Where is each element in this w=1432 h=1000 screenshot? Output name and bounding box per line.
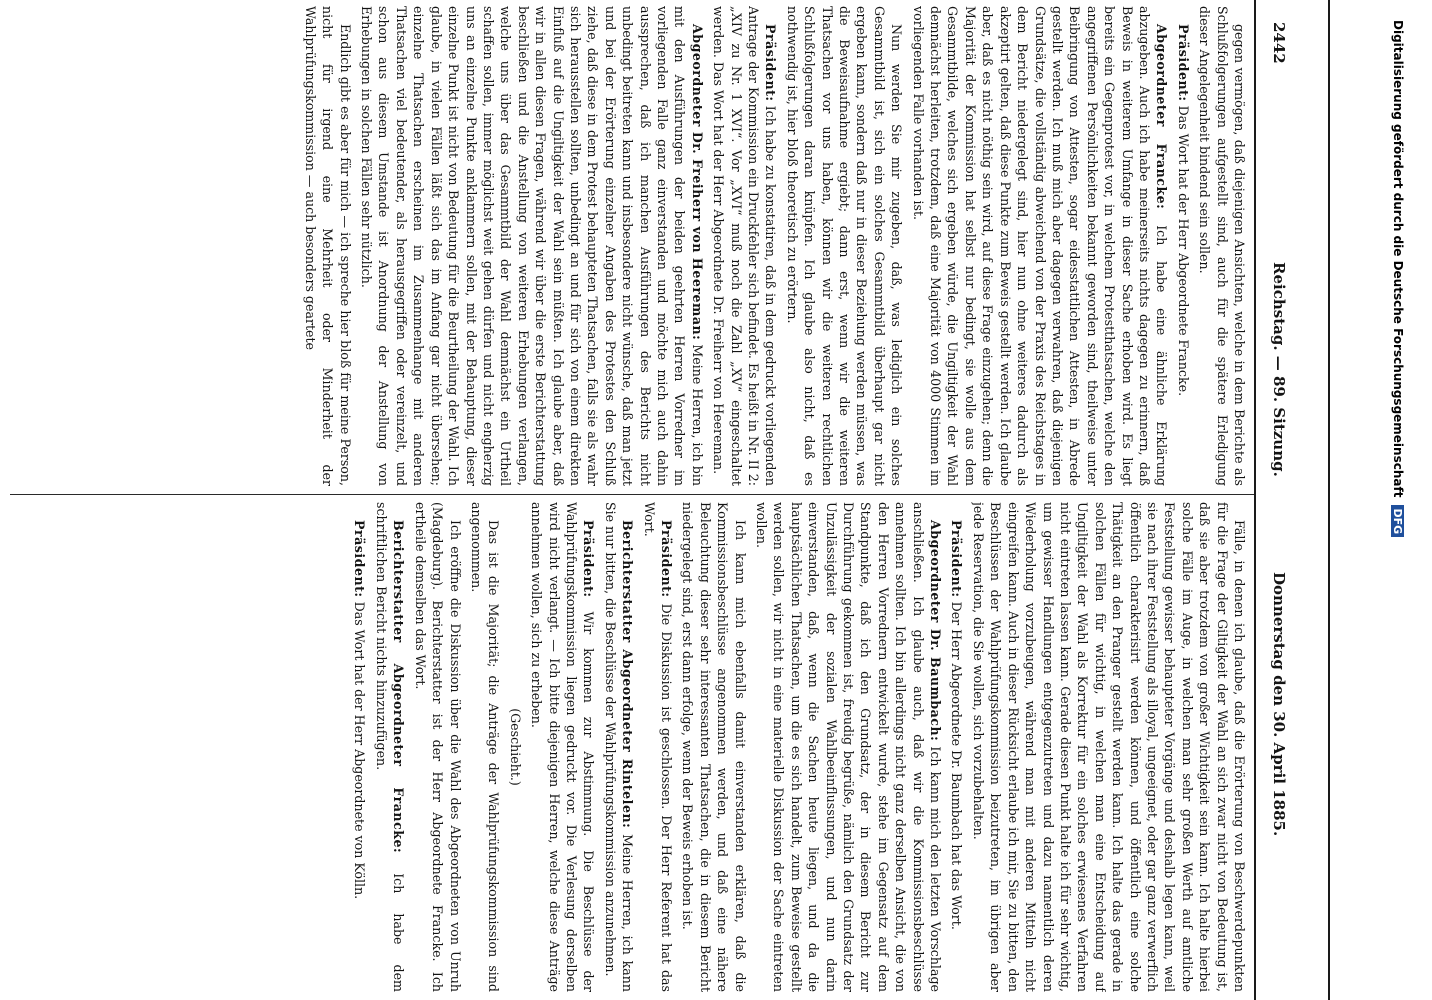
- paragraph: [783, 6, 905, 486]
- speaker-name: Berichterstatter Abgeordneter Rintelen:: [620, 520, 636, 829]
- speaker-name: Berichterstatter Abgeordneter Francke:: [391, 520, 407, 854]
- speaker-name: Präsident:: [659, 520, 674, 598]
- dfg-logo: DFG: [1391, 505, 1404, 537]
- page-number: 2442: [1270, 22, 1288, 64]
- paragraph-text: Nun werden Sie mir zugeben, daß, was lediglich ein solches Gesammtbild ist, sich ein solches Gesammtbild überhaupt gar nicht ergeben kann, sondern daß nur in dieser Beziehung werden müssen, was die Beweisaufnahme ergiebt; dann erst, wenn wir die weiteren Thatsachen vor uns haben, können wir die weiteren rechtlichen Schlußfolgerungen daran knüpfen. Ich glaube also nicht, daß es nothwendig ist, hier bloß theoretisch zu erörtern.: [784, 6, 905, 486]
- paragraph: [301, 6, 353, 486]
- paragraph-text: Ich habe zu konstatiren, daß in dem gedruckt vorliegenden Antrage der Kommission ein Druckfehler sich befindet. Es heißt in Nr. II 2: „XIV zu Nr. 1 XVI“. Vor „XVI“ muß noch die Zahl „XV“ eingeschaltet werden. Das Wort hat der Herr Abgeordnete Dr. Freiherr von Heereman.: [711, 6, 779, 486]
- paragraph-text: Die Diskussion ist geschlossen. Der Herr Referent hat das Wort.: [641, 502, 674, 992]
- paragraph: [679, 502, 749, 992]
- session-date: Donnerstag den 30. April 1885.: [1270, 572, 1288, 837]
- paragraph: [468, 502, 503, 992]
- paragraph-text: Das ist die Majorität; die Anträge der Wahlprüfungskommission sind angenommen.: [468, 502, 502, 992]
- paragraph-text: Wir kommen zur Abstimmung. Die Beschlüsse der Wahlprüfungskommission liegen gedruckt vor. Die Verlesung derselben wird nicht verlangt. — Ich bitte diejenigen Herren, welche diese Anträge annehmen wollen, sich zu erheben.: [529, 502, 597, 992]
- speaker-name: Präsident:: [352, 520, 368, 598]
- paragraph-text: Ich eröffne die Diskussion über die Wahl des Abgeordneten von Unruh (Magdeburg). Berichterstatter ist der Herr Abgeordnete Francke. Ich ertheile demselben das Wort.: [412, 502, 463, 992]
- paragraph-text: Ich kann mich den letzten Vorschlage anschließen. Ich glaube auch, daß wir die Kommissionsbeschlüsse annehmen sollten. Ich bin allerdings nicht ganz derselben Ansicht, die von den Herren Vorrednern entwickelt wurde, stehe im Gegensatz auf dem Standpunkte, daß ich den Grundsatz, der in diesem Bericht zur Durchführung gekommen ist, freudig begrüße, nämlich den Grundsatz der Unzulässigkeit der sozialen Wahlbeeinflussungen, und nun darin einverstanden, daß, wenn die Sachen heute liegen, und da die hauptsächlichen Thatsachen, um die es sich handelt, zum Beweise gestellt werden sollen, wir nicht in eine materielle Diskussion der Sache eintreten wollen.: [754, 502, 944, 992]
- scan-edge-line: [1328, 0, 1330, 1000]
- session-title: Reichstag. — 89. Sitzung.: [1270, 262, 1288, 477]
- paragraph-text: Endlich gibt es aber für mich — ich spreche hier bloß für meine Person, nicht für irgend eine Mehrheit oder Minderheit der Wahlprüfungskommission — auch besonders geartete: [302, 6, 353, 486]
- paragraph: [1196, 6, 1248, 486]
- speaker-name: Präsident:: [1175, 24, 1191, 102]
- paragraph-text: gegen vermögen, daß diejenigen Ansichten, welche in dem Berichte als Schlußfolgerungen aufgestellt sind, auch für die spätere Erledigung dieser Angelegenheit bindend sein sollen.: [1197, 6, 1247, 486]
- paragraph-text: Der Herr Abgeordnete Dr. Baumbach hat das Wort.: [949, 601, 965, 930]
- digitization-notice: [1387, 20, 1405, 980]
- paragraph: [601, 502, 636, 992]
- paragraph-text: Fälle, in denen ich glaube, daß die Erörterung von Beschwerdepunkten für die Frage der Giltigkeit der Wahl an sich zwar nicht von Bedeutung ist, daß sie aber trotzdem von großer Wichtigkeit sein kann. Ich halte hierbei solche Fälle im Auge, in welchen man sehr großen Werth auf amtliche Feststellung gewisser behaupteter Vorgänge und deshalb legen kann, weil sie nach ihrer Feststellung als illoyal, ungeeignet, oder gar ganz verwerflich öffentlich charakterisirt werden können, und öffentlich eine solche Thätigkeit an den Pranger gestellt werden kann. Ich halte das gerade in solchen Fällen für wichtig, in welchen man eine Entscheidung auf Ungiltigkeit der Wahl als Korrektur für ein solches erwiesenes Verfahren nicht eintreten lassen kann. Gerade diesen Punkt halte ich für sehr wichtig, um gewisser Handlungen entgegenzutreten und dazu namentlich deren Wiederholung vorzubeugen, während man mit anderen Mitteln nicht eingreifen kann. Auch in dieser Rücksicht erlaube ich mir, Sie zu bitten, den Beschlüssen der Wahlprüfungskommission beizutreten, im übrigen aber jede Reservation, die Sie wollen, sich vorzubehalten.: [970, 502, 1247, 992]
- paragraph: [909, 6, 1170, 486]
- paragraph: [358, 6, 706, 486]
- speaker-name: Präsident:: [763, 24, 779, 102]
- paragraph: [506, 502, 523, 992]
- left-column: [13, 6, 1248, 486]
- paragraph-text: Ich kann mich ebenfalls damit einverstanden erklären, daß die Kommissionsbeschlüsse angenommen werden, und daß eine nähere Beleuchtung dieser sehr interessanten Thatsachen, die in diesem Bericht niedergelegt sind, erst dann erfolge, wenn der Beweis erhoben ist.: [680, 502, 748, 992]
- paragraph: [411, 502, 463, 992]
- running-head: [1254, 0, 1300, 1000]
- paragraph: [351, 502, 368, 992]
- speaker-name: Abgeordneter Francke:: [1154, 24, 1170, 210]
- paragraph: [528, 502, 598, 992]
- speaker-name: Präsident:: [581, 520, 597, 598]
- paragraph: [753, 502, 944, 992]
- column-divider: [10, 494, 1254, 495]
- speaker-name: Abgeordneter Dr. Baumbach:: [928, 520, 944, 742]
- speaker-name: Präsident:: [949, 520, 965, 598]
- paragraph: [373, 502, 408, 992]
- paragraph-text: Meine Herren, ich bin mit den Ausführungen der beiden geehrten Herren Vorredner im vorliegenden Falle ganz einverstanden und möchte mich auch dahin aussprechen, daß ich manchen Ausführungen des Berichts nicht unbedingt beitreten kann und insbesondere nicht wünsche, daß man jetzt und bei der Erörterung einzelner Angaben des Protestes den Schluß ziehe, daß diese in dem Protest behaupteten Thatsachen, falls sie als wahr sich herausstellen sollten, unbedingt an und für sich von einem direkten Einfluß auf die Ungiltigkeit der Wahl sein müßten. Ich glaube aber, daß wir in allen diesen Fragen, während wir über die erste Berichterstattung beschließen und die Anstellung von weiteren Erhebungen verlangen, welche uns über das Gesammtbild der Wahl demnächst ein Urtheil schaffen sollen, immer möglichst weit gehen dürfen und nicht engherzig uns an einzelne Punkte anklammern sollen, mit der Behauptung, dieser einzelne Punkt ist nicht von Bedeutung für die Beurtheilung der Wahl. Ich glaube, in vielen Fällen läßt sich das im Anfang gar nicht übersehen; einzelne Thatsachen erscheinen im Zusammenhange mit anderen Thatsachen viel bedeutender, als herausgegriffen oder vereinzelt, und schon aus diesem Umstande ist Anordnung der Anstellung von Erhebungen in solchen Fällen sehr nützlich.: [359, 6, 705, 486]
- paragraph-text: Ich habe eine ähnliche Erklärung abzugeben. Auch ich habe meinerseits nichts dagegen zu erinnern, daß Beweis in weiterem Umfange in dieser Sache erhoben wird. Es liegt bereits ein Gegenprotest vor, in welchem Protestthatsachen, welche den angegriffenen Persönlichkeiten bekannt geworden sind, theilweise unter Beibringung von Attesten, sogar eidesstattlichen Attesten, in Abrede gestellt werden. Ich muß mich aber dagegen verwahren, daß diejenigen Grundsätze, die vollständig abweichend von der Praxis des Reichstages in dem Bericht niedergelegt sind, hier nun ohne weiteres dadurch als akzeptirt gelten, daß diese Punkte zum Beweis gestellt werden. Ich glaube aber, daß es nicht nöthig sein wird, auf diese Frage einzugehen; denn die Majorität der Kommission hat selbst nur bedingt, sie wolle aus dem Gesammtbilde, welches sich ergeben würde, die Ungiltigkeit der Wahl demnächst herleiten, trotzdem, daß eine Majorität von 4000 Stimmen im vorliegenden Falle vorhanden ist.: [910, 6, 1170, 486]
- speaker-name: Abgeordneter Dr. Freiherr von Heereman:: [689, 24, 705, 341]
- paragraph-text: Das Wort hat der Herr Abgeordnete Francke.: [1175, 105, 1191, 397]
- paragraph: [640, 502, 675, 992]
- paragraph: [948, 502, 965, 992]
- paragraph-text: Meine Herren, ich kann Sie nur bitten, die Beschlüsse der Wahlprüfungskommission anzunehmen.: [602, 502, 636, 992]
- right-column: [13, 502, 1248, 992]
- paragraph-text: (Geschieht.): [507, 708, 523, 786]
- paragraph-text: Ich habe dem schriftlichen Bericht nichts hinzuzufügen.: [373, 502, 407, 992]
- paragraph: [970, 502, 1249, 992]
- paragraph: [710, 6, 780, 486]
- digitization-notice-text: Digitalisierung gefördert durch die Deutsche Forschungsgemeinschaft: [1391, 20, 1405, 498]
- paragraph: [1174, 6, 1191, 486]
- paragraph-text: Das Wort hat der Herr Abgeordnete von Kölln.: [352, 601, 368, 900]
